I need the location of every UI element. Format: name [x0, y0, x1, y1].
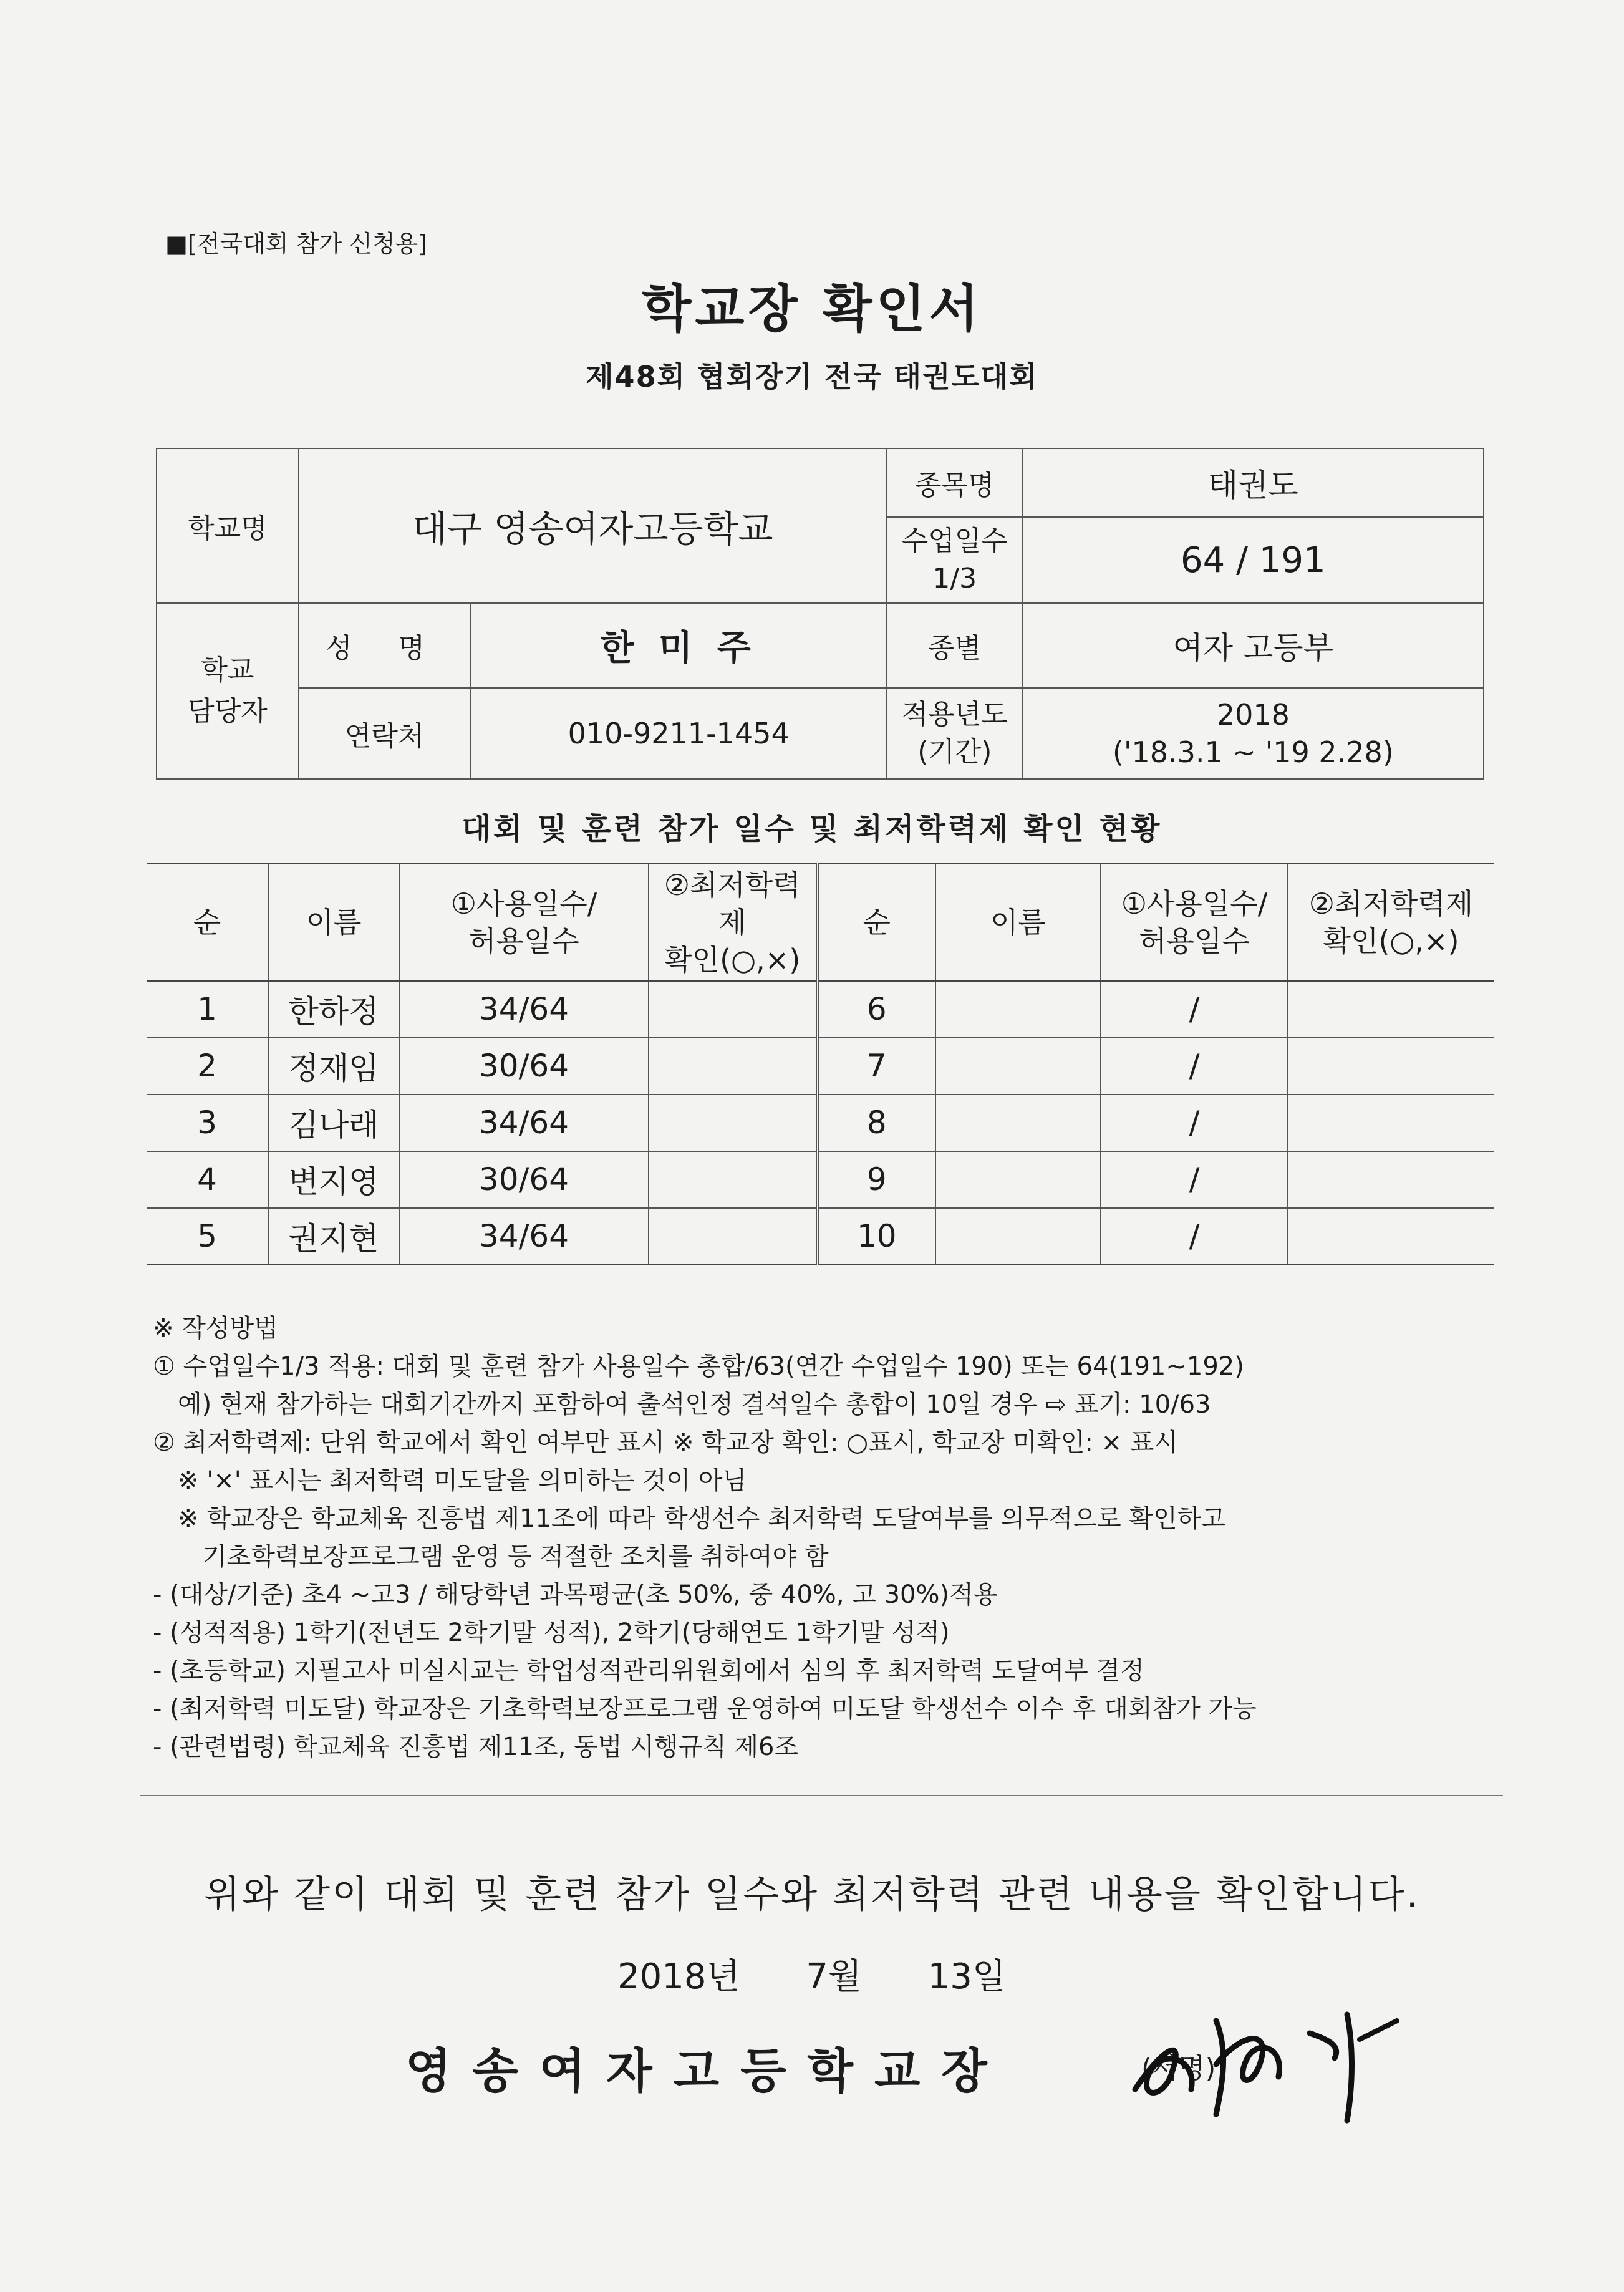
- manager-label: 학교 담당자: [157, 603, 299, 779]
- row-days-right: /: [1101, 981, 1288, 1038]
- date-day: 13일: [927, 1956, 1006, 1997]
- row-days: 34/64: [399, 1095, 649, 1151]
- table-row: [147, 981, 1494, 1038]
- school-name-value: 대구 영송여자고등학교: [299, 448, 887, 603]
- note-line: 기초학력보장프로그램 운영 등 적절한 조치를 취하여야 함: [153, 1542, 829, 1571]
- row-check: [649, 1151, 817, 1208]
- row-no-right: 9: [817, 1151, 935, 1208]
- row-no-right: 6: [817, 981, 935, 1038]
- division-value: 여자 고등부: [1023, 603, 1484, 688]
- form-type-label: ■[전국대회 참가 신청용]: [165, 230, 428, 258]
- note-line: - (관련법령) 학교체육 진흥법 제11조, 동법 시행규칙 제6조: [153, 1733, 799, 1761]
- header-no: 순: [147, 864, 268, 981]
- note-line: - (성적적용) 1학기(전년도 2학기말 성적), 2학기(당해연도 1학기말 성적): [153, 1618, 950, 1647]
- event-value: 태권도: [1023, 448, 1484, 517]
- table-row: [147, 1151, 1494, 1208]
- header-no-right: 순: [817, 864, 935, 981]
- table-row: [147, 1038, 1494, 1095]
- row-no: 2: [147, 1038, 268, 1095]
- class-days-label: 수업일수 1/3: [887, 517, 1023, 603]
- row-check-right: [1288, 1208, 1494, 1265]
- writing-instructions: [153, 1310, 1512, 1766]
- row-check: [649, 981, 817, 1038]
- row-no-right: 10: [817, 1208, 935, 1265]
- row-days-right: /: [1101, 1038, 1288, 1095]
- row-days: 30/64: [399, 1151, 649, 1208]
- header-check-right: ②최저학력제 확인(○,×): [1288, 864, 1494, 981]
- note-line: ※ '×' 표시는 최저학력 미도달을 의미하는 것이 아님: [153, 1466, 747, 1495]
- row-days: 30/64: [399, 1038, 649, 1095]
- row-name-right: [935, 1038, 1101, 1095]
- row-name: 변지영: [268, 1151, 399, 1208]
- note-line: - (초등학교) 지필고사 미실시교는 학업성적관리위원회에서 심의 후 최저학력 도달여부 결정: [153, 1656, 1144, 1685]
- signature-label: (서명): [1141, 2053, 1216, 2084]
- divider-line: [140, 1795, 1503, 1796]
- handwritten-signature: [1123, 1996, 1409, 2127]
- row-check-right: [1288, 1095, 1494, 1151]
- note-line: ※ 학교장은 학교체육 진흥법 제11조에 따라 학생선수 최저학력 도달여부를 의무적으로 확인하고: [153, 1504, 1225, 1533]
- row-days: 34/64: [399, 1208, 649, 1265]
- status-section-title: 대회 및 훈련 참가 일수 및 최저학력제 확인 현황: [462, 811, 1162, 846]
- row-check-right: [1288, 981, 1494, 1038]
- row-no: 5: [147, 1208, 268, 1265]
- note-line: 예) 현재 참가하는 대회기간까지 포함하여 출석인정 결석일수 총합이 10일 경우 ⇨ 표기: 10/63: [153, 1390, 1211, 1419]
- class-days-value: 64 / 191: [1023, 517, 1484, 603]
- note-line: ② 최저학력제: 단위 학교에서 확인 여부만 표시 ※ 학교장 확인: ○표시, 학교장 미확인: × 표시: [153, 1428, 1179, 1457]
- row-no: 4: [147, 1151, 268, 1208]
- participation-status-table: [147, 863, 1494, 1265]
- table-row: [147, 1095, 1494, 1151]
- document-title: 학교장 확인서: [642, 279, 982, 339]
- date-month: 7월: [806, 1956, 862, 1997]
- row-no-right: 8: [817, 1095, 935, 1151]
- row-name-right: [935, 1208, 1101, 1265]
- row-name: 한하정: [268, 981, 399, 1038]
- division-label: 종별: [887, 603, 1023, 688]
- row-check-right: [1288, 1151, 1494, 1208]
- row-days-right: /: [1101, 1095, 1288, 1151]
- header-check: ②최저학력 제 확인(○,×): [649, 864, 817, 981]
- row-name-right: [935, 1151, 1101, 1208]
- row-days-right: /: [1101, 1208, 1288, 1265]
- row-days: 34/64: [399, 981, 649, 1038]
- document-subtitle: 제48회 협회장기 전국 태권도대회: [586, 360, 1038, 394]
- row-no: 3: [147, 1095, 268, 1151]
- note-line: - (대상/기준) 초4 ~고3 / 해당학년 과목평균(초 50%, 중 40%, 고 30%)적용: [153, 1580, 998, 1609]
- contact-label: 연락처: [299, 688, 471, 779]
- header-name: 이름: [268, 864, 399, 981]
- year-value: 2018 ('18.3.1 ~ '19 2.28): [1023, 688, 1484, 779]
- confirmation-statement: 위와 같이 대회 및 훈련 참가 일수와 최저학력 관련 내용을 확인합니다.: [204, 1873, 1420, 1917]
- school-name-label: 학교명: [157, 448, 299, 603]
- row-name: 권지현: [268, 1208, 399, 1265]
- principal-title: 영송여자고등학교장: [405, 2043, 1008, 2099]
- row-no: 1: [147, 981, 268, 1038]
- contact-value: 010-9211-1454: [471, 688, 887, 779]
- row-check-right: [1288, 1038, 1494, 1095]
- row-no-right: 7: [817, 1038, 935, 1095]
- confirmation-date: [617, 1949, 1006, 1999]
- row-check: [649, 1208, 817, 1265]
- manager-name-label: 성 명: [299, 603, 471, 688]
- header-name-right: 이름: [935, 864, 1101, 981]
- row-check: [649, 1095, 817, 1151]
- school-info-table: [156, 448, 1484, 780]
- table-row: [147, 1208, 1494, 1265]
- row-days-right: /: [1101, 1151, 1288, 1208]
- header-days: ①사용일수/ 허용일수: [399, 864, 649, 981]
- event-label: 종목명: [887, 448, 1023, 517]
- note-line: - (최저학력 미도달) 학교장은 기초학력보장프로그램 운영하여 미도달 학생선수 이수 후 대회참가 가능: [153, 1695, 1257, 1723]
- manager-name-value: 한 미 주: [471, 603, 887, 688]
- note-line: ① 수업일수1/3 적용: 대회 및 훈련 참가 사용일수 총합/63(연간 수업일수 190) 또는 64(191~192): [153, 1352, 1244, 1381]
- row-name-right: [935, 1095, 1101, 1151]
- row-name-right: [935, 981, 1101, 1038]
- header-days-right: ①사용일수/ 허용일수: [1101, 864, 1288, 981]
- date-year: 2018년: [617, 1956, 740, 1997]
- table-header-row: [147, 864, 1494, 981]
- row-name: 정재임: [268, 1038, 399, 1095]
- row-check: [649, 1038, 817, 1095]
- row-name: 김나래: [268, 1095, 399, 1151]
- notes-heading: ※ 작성방법: [153, 1314, 278, 1343]
- year-label: 적용년도 (기간): [887, 688, 1023, 779]
